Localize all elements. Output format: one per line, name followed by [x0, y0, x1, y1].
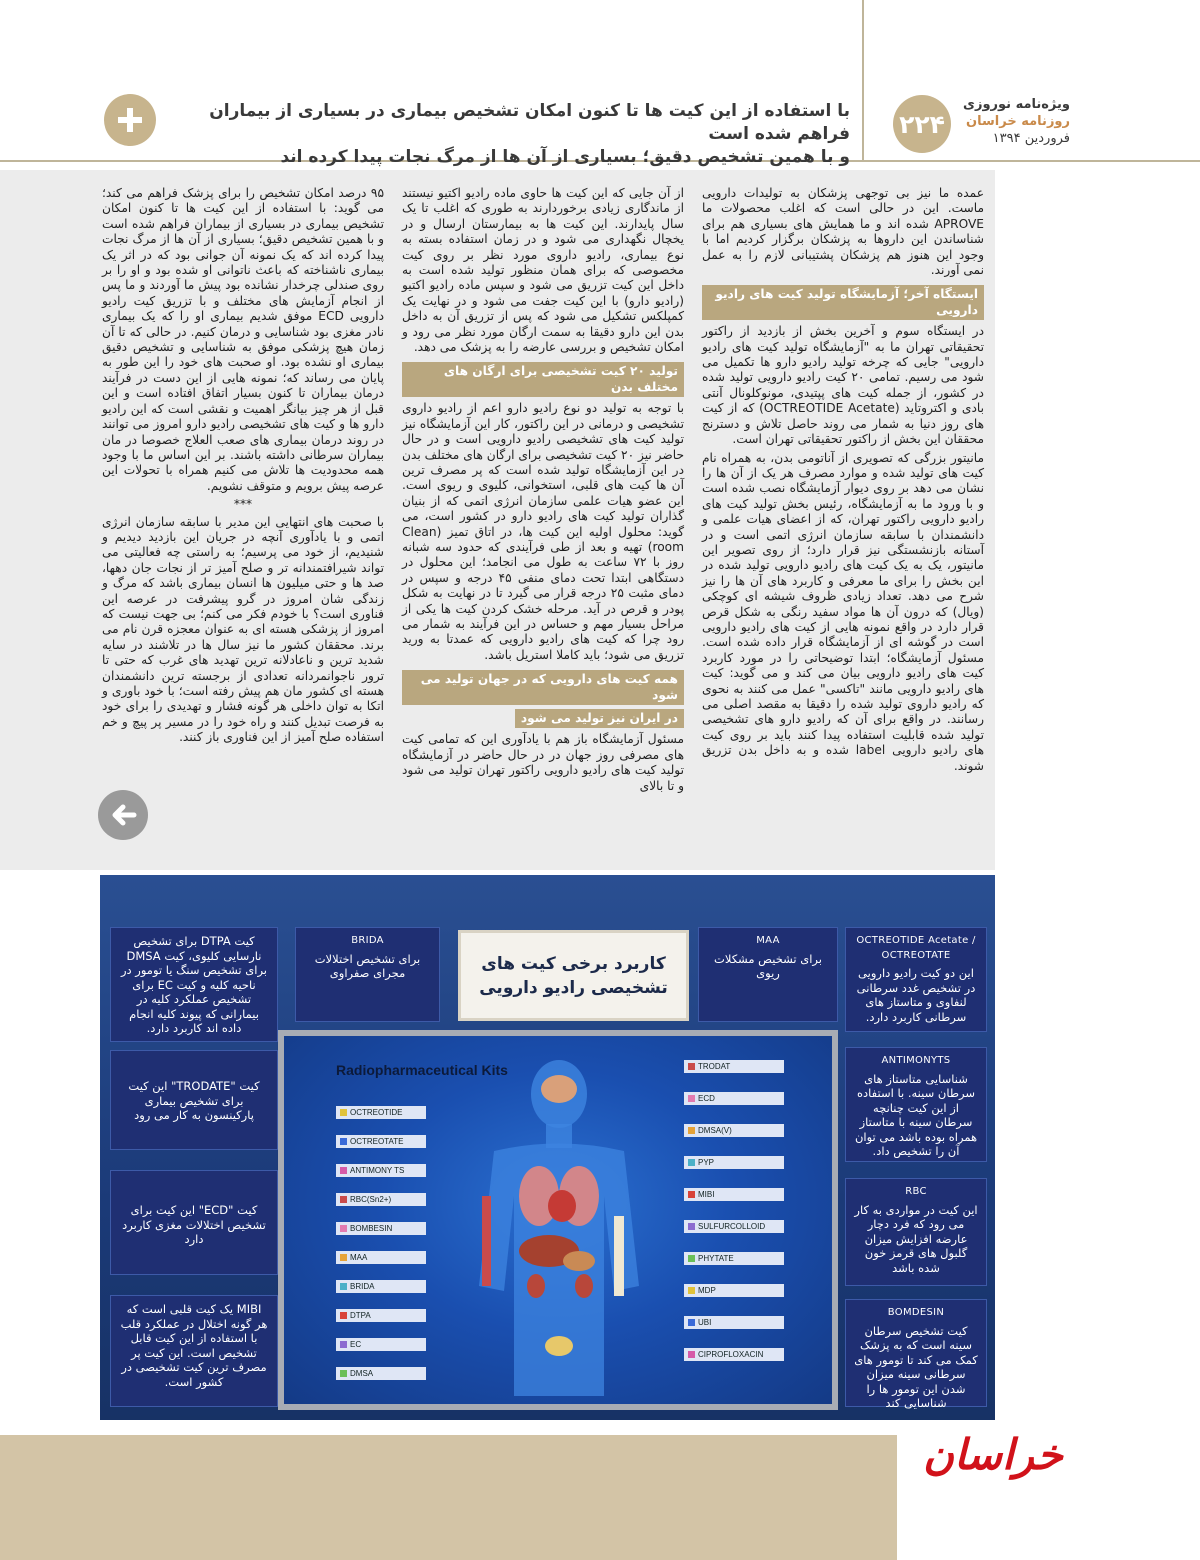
lead-line-2: و با همین تشخیص دقیق؛ بسیاری از آن ها از مرگ نجات پیدا کرده اند: [280, 147, 850, 167]
caption-trodat-text: کیت "TRODATE" این کیت برای تشخیص بیماری پارکینسون به کار می رود: [128, 1079, 260, 1122]
kit-label-left: [336, 1251, 426, 1264]
caption-trodat: [110, 1050, 278, 1150]
caption-ecd-text: کیت "ECD" این کیت برای تشخیص اختلالات مغزی کاربرد دارد: [122, 1203, 266, 1246]
col3-paragraph-2: با صحبت های انتهایی این مدیر با سابقه سازمان انرژی اتمی و با یادآوری آنچه در جریان این بازدید دیدیم و شنیدیم، از خود می پرسیم؛ به راستی چه فعالیتی می تواند شیرافتمندانه تر و صلح آمیز تر از نجات جان دهها، صد ها و حتی میلیون ها انسان بیماری باشد که مرگ و زندگی شان امروز در گرو پیشرفت در عرصه این فناوری است؟ با خودم فکر می کنم؛ بی جهت نیست که امروز از پزشکی هسته ای به عنوان معجزه قرن نام می برند. محققان کشور ما نیز سال ها در تلاشند در سایه شدید ترین و ناعادلانه ترین تهدید های غرب که حتی تا ترور ناجوانمردانه تعدادی از برجسته ترین دانشمندان هسته ای کشور مان هم پیش رفته است؛ با خود باوری و اتکا به توان داخلی هر گونه فشار و تهدیدی را برای خود به فرصت تبدیل کنند و راه خود را در مسیر پر پیچ و خم استفاده صلح آمیز از این فناوری باز کنند.: [102, 514, 384, 745]
figure-banner: [458, 930, 689, 1021]
col2-paragraph-3: مسئول آزمایشگاه باز هم با یادآوری این که تمامی کیت های مصرفی روز جهان در در حال حاضر در آزمایشگاه تولید کیت های رادیو دارویی راکتور تهران تولید می شود و تا بالای: [402, 732, 684, 793]
kit-label-right: [684, 1284, 784, 1297]
magazine-date: فروردین ۱۳۹۴: [992, 131, 1070, 146]
kit-color-swatch: [688, 1223, 695, 1230]
kit-label-text: RBC(Sn2+): [350, 1195, 392, 1204]
kit-label-text: DTPA: [350, 1311, 371, 1320]
page-number: ۲۲۴: [899, 109, 945, 139]
magazine-name: [960, 96, 1070, 147]
kit-color-swatch: [688, 1191, 695, 1198]
kit-label-text: ECD: [698, 1094, 715, 1103]
kit-label-left: [336, 1309, 426, 1322]
kit-color-swatch: [340, 1254, 347, 1261]
caption-maa: [698, 927, 838, 1022]
banner-line-2: تشخیصی رادیو دارویی: [479, 977, 668, 998]
kit-label-right: [684, 1348, 784, 1361]
lead-line-1: با استفاده از این کیت ها تا کنون امکان تشخیص بیماری در بسیاری از بیماران فراهم شده است: [209, 101, 850, 144]
caption-octreotide-title: OCTREOTIDE Acetate / OCTREOTATE: [856, 935, 976, 961]
caption-octreotide-text: این دو کیت رادیو دارویی در تشخیص غدد سرطانی لنفاوی و متاستاز های سرطانی کاربرد دارد.: [856, 966, 976, 1024]
caption-dtpa-text: کیت DTPA برای تشخیص نارسایی کلیوی، کیت DMSA برای تشخیص سنگ یا تومور در ناحیه کلیه و کیت EC برای تشخیص عملکرد کلیه در بیمارانی که پیوند کلیه انجام داده اند کاربرد دارد.: [120, 934, 268, 1035]
kit-color-swatch: [340, 1109, 347, 1116]
kit-label-left: [336, 1193, 426, 1206]
col2-subheading-1: تولید ۲۰ کیت تشخیصی برای ارگان های مختلف بدن: [402, 362, 684, 397]
kit-label-text: OCTREOTIDE: [350, 1108, 403, 1117]
caption-mibi: [110, 1295, 278, 1407]
kit-label-text: EC: [350, 1340, 362, 1349]
caption-bomdesin-title: BOMDESIN: [887, 1307, 945, 1318]
kit-label-left: [336, 1367, 426, 1380]
kit-color-swatch: [340, 1312, 347, 1319]
kit-label-text: MAA: [350, 1253, 368, 1262]
khorasan-logo: خراسان: [923, 1430, 1063, 1479]
kit-label-text: BOMBESIN: [350, 1224, 393, 1233]
kit-color-swatch: [688, 1255, 695, 1262]
kit-label-text: SULFURCOLLOID: [698, 1222, 766, 1231]
col2-paragraph-1: از آن جایی که این کیت ها حاوی ماده رادیو اکتیو نیستند از ماندگاری زیادی برخوردارند به طوری که اغلب تا یک سال پایدارند. این کیت ها به بیمارستان ارسال و در یخچال نگهداری می شود و در زمان استفاده بسته به نوع بیماری، رادیو داروی مورد نظر بر روی کیت مخصوصی که برای همان منظور تولید شده است به داخل این کیت تزریق می شود و سپس ماده رادیو اکتیو (رادیو دارو) با این کیت جفت می شود و در نهایت یک کمپلکس تشکیل می شود که پس از تزریق آن به داخل بدن این دارو دقیقا به سمت ارگان مورد نظر می رود و امکان تشخیص و بررسی عارضه را به پزشک می دهد.: [402, 186, 684, 355]
kit-label-right: [684, 1060, 784, 1073]
kit-label-text: UBI: [698, 1318, 712, 1327]
arrow-left-icon: [98, 790, 148, 840]
text-column-1: [702, 186, 984, 777]
kit-label-text: OCTREOTATE: [350, 1137, 404, 1146]
footer-spacer: [0, 1420, 710, 1435]
caption-antimonyts-text: شناسایی متاستاز های سرطان سینه. با استفاده از این کیت چنانچه سرطان سینه با متاستاز همراه بوده باشد می توان آن را تشخیص داد.: [854, 1071, 978, 1158]
caption-rbc: [845, 1178, 987, 1286]
caption-dtpa: [110, 927, 278, 1042]
kit-label-left: [336, 1164, 426, 1177]
kit-color-swatch: [340, 1341, 347, 1348]
kit-color-swatch: [688, 1319, 695, 1326]
page-number-badge: [893, 95, 951, 153]
kit-label-left: [336, 1106, 426, 1119]
kit-label-left: [336, 1280, 426, 1293]
magazine-line-2: روزنامه خراسان: [966, 114, 1070, 129]
kit-label-text: CIPROFLOXACIN: [698, 1350, 764, 1359]
kit-color-swatch: [340, 1167, 347, 1174]
banner-line-1: کاربرد برخی کیت های: [481, 953, 666, 974]
kit-color-swatch: [688, 1287, 695, 1294]
body-anatomy-icon: [454, 1056, 664, 1396]
footer-band: [0, 1435, 897, 1560]
kit-color-swatch: [340, 1370, 347, 1377]
kits-monitor: [278, 1030, 838, 1410]
col1-subheading: ایستگاه آخر؛ آزمایشگاه تولید کیت های رادیو دارویی: [702, 285, 984, 320]
kit-color-swatch: [688, 1159, 695, 1166]
caption-rbc-text: این کیت در مواردی به کار می رود که فرد دچار عارضه افزایش میزان گلبول های قرمز خون شده باشد: [854, 1202, 978, 1275]
magazine-line-1: ویژه‌نامه نوروزی: [963, 97, 1070, 112]
caption-brida: [295, 927, 440, 1022]
kit-label-right: [684, 1220, 784, 1233]
kit-color-swatch: [340, 1283, 347, 1290]
section-separator: ***: [233, 497, 253, 512]
kit-label-text: DMSA: [350, 1369, 374, 1378]
text-column-3: [102, 186, 384, 749]
kit-label-text: PHYTATE: [698, 1254, 734, 1263]
lead-quote: [180, 100, 850, 169]
caption-mibi-text: MIBI یک کیت قلبی است که هر گونه اختلال در عملکرد قلب با استفاده از این کیت قابل تشخیص است. این کیت پر مصرف ترین کیت تشخیصی در کشور است.: [120, 1302, 268, 1389]
kit-label-text: TRODAT: [698, 1062, 731, 1071]
caption-bomdesin-text: کیت تشخیص سرطان سینه است که به پزشک کمک می کند تا تومور های سرطانی سینه میزان شدن این تومور ها را شناسایی کند: [854, 1323, 978, 1410]
kit-label-left: [336, 1222, 426, 1235]
kit-color-swatch: [340, 1225, 347, 1232]
monitor-display: [284, 1036, 832, 1404]
caption-rbc-title: RBC: [905, 1186, 927, 1197]
caption-maa-title: MAA: [756, 935, 780, 946]
col1-paragraph-2: در ایستگاه سوم و آخرین بخش از بازدید از راکتور تحقیقاتی تهران ما به "آزمایشگاه تولید کیت های رادیو دارویی" جایی که چرخه تولید رادیو دارو ها تکمیل می شود می رسیم. تمامی ۲۰ کیت رادیو دارویی تولید شده در کشور، از جمله کیت های پپتیدی، مونوکلونال آنتی بادی و اکتروتاید (OCTREOTIDE Acetate) که از کیت های روز دنیا به شمار می روند حاصل تلاش و دسترنج محققان این بخش از راکتور تحقیقاتی تهران است.: [702, 324, 985, 447]
caption-maa-text: برای تشخیص مشکلات ریوی: [714, 951, 822, 980]
col2-subheading-2a: همه کیت های دارویی که در جهان تولید می شود: [402, 670, 684, 705]
text-column-2: [402, 186, 684, 797]
kit-label-right: [684, 1316, 784, 1329]
kit-label-left: [336, 1135, 426, 1148]
kit-label-text: MDP: [698, 1286, 716, 1295]
kit-label-right: [684, 1252, 784, 1265]
col2-paragraph-2: با توجه به تولید دو نوع رادیو دارو اعم از رادیو داروی تشخیصی و درمانی در این راکتور، کار این آزمایشگاه نیز تولید کیت های تشخیصی رادیو دارویی است و در حال حاضر نیز ۲۰ کیت تشخیصی برای ارگان های مختلف بدن در این آزمایشگاه تولید شده است که پر مصرف ترین آن ها کیت های قلبی، استخوانی، کلیوی و ریوی است. این عضو هیات علمی سازمان انرژی اتمی که از بنیان گذاران تولید کیت های رادیو دارو در کشور است، می گوید: محلول اولیه این کیت ها، در اتاق تمیز (Clean room) تهیه و بعد از طی فرآیندی که حدود سه شبانه روز با ۷۲ ساعت به طول می انجامد؛ این محلول در دستگاهی ابتدا تحت دمای منفی ۴۵ درجه و سپس در دمای مثبت ۲۵ درجه قرار می گیرد تا در نهایت به شکل پودر و قرص در آید. مرحله خشک کردن کیت ها یکی از مراحل بسیار مهم و حساس در این فرآیند به شمار می رود چرا که کیت های رادیو دارویی که عمدتا به ورید تزریق می شود؛ باید کاملا استریل باشد.: [402, 401, 684, 662]
kit-label-left: [336, 1338, 426, 1351]
kit-color-swatch: [340, 1138, 347, 1145]
kits-photo: [100, 875, 995, 1420]
kit-color-swatch: [340, 1196, 347, 1203]
caption-bomdesin: [845, 1299, 987, 1410]
kit-label-right: [684, 1188, 784, 1201]
monitor-title: Radiopharmaceutical Kits: [336, 1062, 508, 1078]
kit-color-swatch: [688, 1127, 695, 1134]
plus-icon: [104, 94, 156, 146]
caption-brida-text: برای تشخیص اختلالات مجرای صفراوی: [314, 951, 421, 980]
col1-paragraph-3: مانیتور بزرگی که تصویری از آناتومی بدن، به همراه نام کیت های تولید شده و موارد مصرف هر یک از آن ها را نشان می دهد بر روی دیوار آزمایشگاه نصب شده است و با ورود ما به آزمایشگاه، رئیس بخش تولید کیت های رادیو دارویی راکتور تهران، که از اعضای هیات علمی و دانشمندان با سابقه سازمان انرژی اتمی است و در آستانه بازنشستگی نیز قرار دارد؛ از روی تصویر این مانیتور، یک به یک کیت های رادیو دارویی تولید شده در این بخش را برای ما معرفی و کاربرد های آن ها را نیز شرح می دهد. تعداد زیادی ظروف شیشه ای کوچکی (ویال) که درون آن ها مواد سفید رنگی به شکل قرص قرار دارد در واقع نمونه هایی از کیت های رادیو دارویی است در گوشه ای از آزمایشگاه قرار داده شده است. مسئول آزمایشگاه؛ ابتدا توضیحاتی را در مورد کاربرد کیت های رادیو دارویی بیان می کند و می گوید: کیت های رادیو دارویی مانند "تاکسی" عمل می کنند به نحوی که رادیو داروی تولید شده را دقیقا به مقصد اصلی می رسانند. در واقع برای آن که رادیو دارو های تشخیصی تولید شده قابلیت استفاده پیدا کنند باید بر روی کیت های رادیو دارویی label شده و به داخل بدن تزریق شوند.: [702, 450, 984, 773]
kit-label-text: BRIDA: [350, 1282, 375, 1291]
col3-paragraph-1: ۹۵ درصد امکان تشخیص را برای پزشک فراهم می کند؛ می گوید: با استفاده از این کیت ها تا کنون امکان تشخیص بیماری در بسیاری از بیماران فراهم شده است و با همین تشخیص دقیق؛ بسیاری از آن ها از مرگ نجات پیدا کرده اند که یک نمونه آن جوانی بود که در اثر یک بیماری ناشناخته که باعث ناتوانی او شده بود و او را بر روی صندلی چرخدار نشانده بود پیش ما آوردند و ما پس از انجام آزمایش های مختلف و با تزریق کیت رادیو دارویی ECD موفق شدیم بیماری او را که یک بیماری نادر مغزی بود شناسایی و درمان کنیم. در حالی که تا آن زمان هیچ پزشکی موفق به شناسایی و تشخیص دقیق بیماری او نشده بود. او صحبت های خود را این طور به پایان می رساند که؛ نمونه هایی از این دست در فرآیند درمان بیماران تا کنون بسیار اتفاق افتاده است و این قبل از هر چیز بیانگر اهمیت و نقشی است که این رادیو دارو ها و کیت های تشخیصی رادیو دارو امروز می توانند در روند درمان بیماری های صعب العلاج خصوصا در مان بیماران سرطانی داشته باشند. بر این اساس ما با وجود همه محدودیت ها تلاش می کنیم همراه با تحولات این عرصه پیش برویم و متوقف نشویم.: [102, 186, 384, 493]
kit-label-text: PYP: [698, 1158, 715, 1167]
kit-color-swatch: [688, 1351, 695, 1358]
kit-color-swatch: [688, 1095, 695, 1102]
caption-antimonyts: [845, 1047, 987, 1162]
caption-octreotide: [845, 927, 987, 1032]
header-divider: [862, 0, 864, 162]
kit-color-swatch: [688, 1063, 695, 1070]
kit-label-right: [684, 1156, 784, 1169]
col2-subheading-2b: در ایران نیز تولید می شود: [515, 709, 684, 728]
kit-label-text: MIBI: [698, 1190, 715, 1199]
kit-label-right: [684, 1124, 784, 1137]
kit-label-text: ANTIMONY TS: [350, 1166, 405, 1175]
caption-ecd: [110, 1170, 278, 1275]
kit-label-right: [684, 1092, 784, 1105]
col1-paragraph-1: عمده ما نیز بی توجهی پزشکان به تولیدات دارویی ماست. این در حالی است که اغلب محصولات ما APROVE شده اند و ما همایش های بسیاری هم برای شناساندن این داروها به پزشکان برگزار کردیم اما با وجود این هنوز هم پزشکان پشتیبانی لازم را به عمل نمی آورند.: [702, 186, 984, 278]
caption-antimonyts-title: ANTIMONYTS: [881, 1055, 951, 1066]
caption-brida-title: BRIDA: [351, 935, 384, 946]
kit-label-text: DMSA(V): [698, 1126, 732, 1135]
